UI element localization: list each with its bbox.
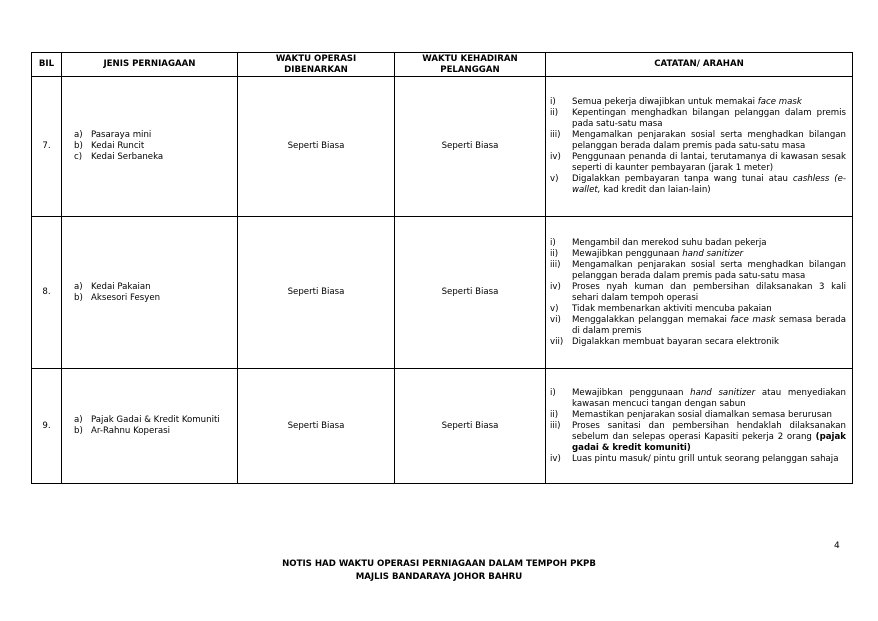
note-marker: i) bbox=[550, 237, 556, 248]
note-text-part: kad kredit dan laian-lain) bbox=[600, 185, 711, 195]
note-text bbox=[572, 174, 846, 196]
note-item bbox=[550, 337, 846, 348]
note-text bbox=[572, 315, 846, 337]
notes-list bbox=[546, 388, 852, 465]
note-text bbox=[572, 260, 846, 282]
business-types-cell bbox=[62, 77, 238, 217]
note-bold-term: (pajak gadai & kredit komuniti) bbox=[572, 431, 846, 453]
note-text-part: Tidak membenarkan aktiviti mencuba pakaian bbox=[572, 303, 772, 314]
note-italic-term: hand sanitizer bbox=[690, 387, 756, 398]
note-text-part: Mengamalkan penjarakan sosial serta menghadkan bilangan pelanggan berada dalam premis pada satu-satu masa bbox=[572, 259, 846, 281]
note-text bbox=[572, 421, 846, 454]
note-text bbox=[572, 410, 846, 421]
note-marker: iv) bbox=[550, 453, 561, 464]
item-text: Kedai Serbaneka bbox=[91, 152, 164, 162]
note-text-part: Penggunaan penanda di lantai, terutamanya di kawasan sesak seperti di kaunter pembayaran (jarak 1 meter) bbox=[572, 152, 846, 173]
note-text bbox=[572, 388, 846, 410]
row-number: 7. bbox=[32, 77, 62, 217]
header-waktu-kehadiran: WAKTU KEHADIRAN PELANGGAN bbox=[395, 53, 546, 77]
business-type-list bbox=[62, 415, 237, 437]
note-italic-term: face mask bbox=[757, 97, 802, 107]
row-number: 8. bbox=[32, 217, 62, 369]
item-text: Kedai Runcit bbox=[91, 141, 145, 151]
note-text-part: Proses nyah kuman dan pembersihan dilaksanakan 3 kali sehari dalam tempoh operasi bbox=[572, 281, 846, 303]
operating-hours-cell: Seperti Biasa bbox=[238, 217, 395, 369]
note-text-part: Mewajibkan penggunaan bbox=[572, 248, 683, 259]
table-row bbox=[32, 369, 853, 484]
notes-list bbox=[546, 97, 852, 196]
note-text-part: atau menyediakan kawasan mencuci tangan dengan sabun bbox=[572, 387, 846, 409]
note-marker: i) bbox=[550, 387, 556, 398]
business-type-list bbox=[62, 282, 237, 304]
note-item bbox=[550, 304, 846, 315]
note-text-part: Memastikan penjarakan sosial diamalkan semasa berurusan bbox=[572, 409, 832, 420]
business-type-item bbox=[74, 141, 237, 152]
note-text-part: Luas pintu masuk/ pintu grill untuk seorang pelanggan sahaja bbox=[572, 453, 839, 464]
notes-list bbox=[546, 238, 852, 348]
business-type-item bbox=[74, 152, 237, 163]
customer-hours-cell: Seperti Biasa bbox=[395, 217, 546, 369]
notes-cell bbox=[546, 77, 853, 217]
header-jenis: JENIS PERNIAGAAN bbox=[62, 53, 238, 77]
note-text bbox=[572, 97, 846, 108]
business-type-item bbox=[74, 130, 237, 141]
note-italic-term: cashless (e-wallet, bbox=[572, 174, 846, 195]
note-text bbox=[572, 108, 846, 130]
note-text bbox=[572, 238, 846, 249]
note-text-part: Mengamalkan penjarakan sosial serta menghadkan bilangan pelanggan berada dalam premis pada satu-satu masa bbox=[572, 130, 846, 151]
note-marker: ii) bbox=[550, 409, 559, 420]
header-waktu-operasi: WAKTU OPERASI DIBENARKAN bbox=[238, 53, 395, 77]
note-item bbox=[550, 260, 846, 282]
note-text bbox=[572, 454, 846, 465]
note-text bbox=[572, 282, 846, 304]
note-italic-term: face mask bbox=[730, 314, 776, 325]
item-marker: b) bbox=[74, 141, 83, 151]
row-number: 9. bbox=[32, 369, 62, 484]
note-text-part: Digalakkan pembayaran tanpa wang tunai atau bbox=[572, 174, 793, 184]
note-marker: v) bbox=[550, 303, 559, 314]
note-text-part: semasa berada di dalam premis bbox=[572, 314, 846, 336]
note-item bbox=[550, 454, 846, 465]
note-text-part: Kepentingan menghadkan bilangan pelanggan dalam premis pada satu-satu masa bbox=[572, 108, 846, 129]
note-item bbox=[550, 282, 846, 304]
note-marker: iv) bbox=[550, 152, 561, 162]
note-item bbox=[550, 388, 846, 410]
table-row bbox=[32, 217, 853, 369]
operating-hours-cell: Seperti Biasa bbox=[238, 369, 395, 484]
business-types-cell bbox=[62, 217, 238, 369]
note-text bbox=[572, 337, 846, 348]
note-text-part: Menggalakkan pelanggan memakai bbox=[572, 314, 731, 325]
item-text: Pajak Gadai & Kredit Komuniti bbox=[91, 415, 220, 425]
business-type-item bbox=[74, 426, 237, 437]
item-marker: a) bbox=[74, 281, 83, 292]
header-catatan: CATATAN/ ARAHAN bbox=[546, 53, 853, 77]
item-marker: a) bbox=[74, 415, 83, 425]
note-text bbox=[572, 130, 846, 152]
table-row bbox=[32, 77, 853, 217]
note-item bbox=[550, 410, 846, 421]
note-text bbox=[572, 249, 846, 260]
note-marker: ii) bbox=[550, 108, 559, 118]
note-item bbox=[550, 130, 846, 152]
note-text-part: Mengambil dan merekod suhu badan pekerja bbox=[572, 237, 767, 248]
item-marker: c) bbox=[74, 152, 83, 162]
note-item bbox=[550, 152, 846, 174]
operating-hours-cell: Seperti Biasa bbox=[238, 77, 395, 217]
business-type-item bbox=[74, 282, 237, 293]
item-text: Kedai Pakaian bbox=[91, 281, 151, 292]
item-marker: b) bbox=[74, 426, 83, 436]
notes-cell bbox=[546, 217, 853, 369]
note-item bbox=[550, 249, 846, 260]
note-marker: ii) bbox=[550, 248, 559, 259]
note-marker: vii) bbox=[550, 336, 564, 347]
footer-title: NOTIS HAD WAKTU OPERASI PERNIAGAAN DALAM TEMPOH PKPB bbox=[282, 559, 596, 569]
note-marker: v) bbox=[550, 174, 559, 184]
business-type-item bbox=[74, 415, 237, 426]
item-text: Ar-Rahnu Koperasi bbox=[91, 426, 170, 436]
header-bil: BIL bbox=[32, 53, 62, 77]
page-number: 4 bbox=[834, 541, 840, 551]
note-item bbox=[550, 421, 846, 454]
note-item bbox=[550, 108, 846, 130]
note-marker: iv) bbox=[550, 281, 561, 292]
customer-hours-cell: Seperti Biasa bbox=[395, 77, 546, 217]
business-type-item bbox=[74, 293, 237, 304]
note-item bbox=[550, 315, 846, 337]
business-hours-table bbox=[31, 52, 853, 484]
note-text bbox=[572, 152, 846, 174]
notes-cell bbox=[546, 369, 853, 484]
item-text: Pasaraya mini bbox=[91, 130, 152, 140]
note-item bbox=[550, 97, 846, 108]
customer-hours-cell: Seperti Biasa bbox=[395, 369, 546, 484]
item-marker: b) bbox=[74, 292, 83, 303]
note-marker: i) bbox=[550, 97, 556, 107]
note-marker: vi) bbox=[550, 314, 561, 325]
note-marker: iii) bbox=[550, 420, 561, 431]
note-item bbox=[550, 238, 846, 249]
note-marker: iii) bbox=[550, 130, 561, 140]
note-italic-term: hand sanitizer bbox=[682, 248, 744, 259]
business-type-list bbox=[62, 130, 237, 163]
note-text-part: Digalakkan membuat bayaran secara elektronik bbox=[572, 336, 779, 347]
footer-organization: MAJLIS BANDARAYA JOHOR BAHRU bbox=[355, 572, 523, 582]
item-text: Aksesori Fesyen bbox=[91, 292, 161, 303]
note-marker: iii) bbox=[550, 259, 561, 270]
item-marker: a) bbox=[74, 130, 83, 140]
business-types-cell bbox=[62, 369, 238, 484]
note-text-part: Semua pekerja diwajibkan untuk memakai bbox=[572, 97, 758, 107]
table-header-row bbox=[32, 53, 853, 77]
note-text-part: Mewajibkan penggunaan bbox=[572, 387, 691, 398]
note-item bbox=[550, 174, 846, 196]
note-text-part: Proses sanitasi dan pembersihan hendaklah dilaksanakan sebelum dan selepas operasi Kapasiti pekerja 2 orang bbox=[572, 420, 846, 442]
note-text bbox=[572, 304, 846, 315]
